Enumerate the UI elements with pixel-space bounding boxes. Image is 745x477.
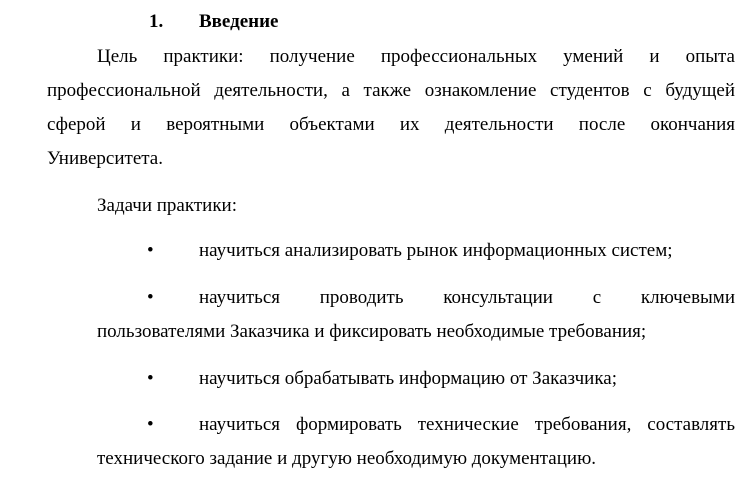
bullet-icon: • [147,240,154,261]
task-text: научиться анализировать рынок информационных систем; [199,240,673,261]
task-text-continuation: пользователями Заказчика и фиксировать необходимые требования; [97,321,647,342]
tasks-title: Задачи практики: [97,195,237,216]
bullet-icon: • [147,368,154,389]
bullet-icon: • [147,414,154,435]
goal-paragraph [47,40,735,176]
section-heading [149,10,279,34]
goal-line: Цель практики: получение профессиональных умений и опыта [97,46,735,67]
task-list-item [97,234,735,268]
section-number: 1. [149,11,164,32]
task-text: научиться обрабатывать информацию от Заказчика; [199,368,618,389]
goal-line: сферой и вероятными объектами их деятельности после окончания [47,114,735,135]
goal-line: Университета. [47,148,163,169]
task-list-item [97,281,735,349]
task-text: научиться проводить консультации с ключевыми [199,287,735,308]
bullet-icon: • [147,287,154,308]
task-text-continuation: технического задание и другую необходимую документацию. [97,448,597,469]
task-list-item [97,408,735,476]
goal-line: профессиональной деятельности, а также ознакомление студентов с будущей [47,80,735,101]
task-text: научиться формировать технические требования, составлять [199,414,735,435]
section-title: Введение [199,11,279,32]
task-list-item [97,362,735,396]
